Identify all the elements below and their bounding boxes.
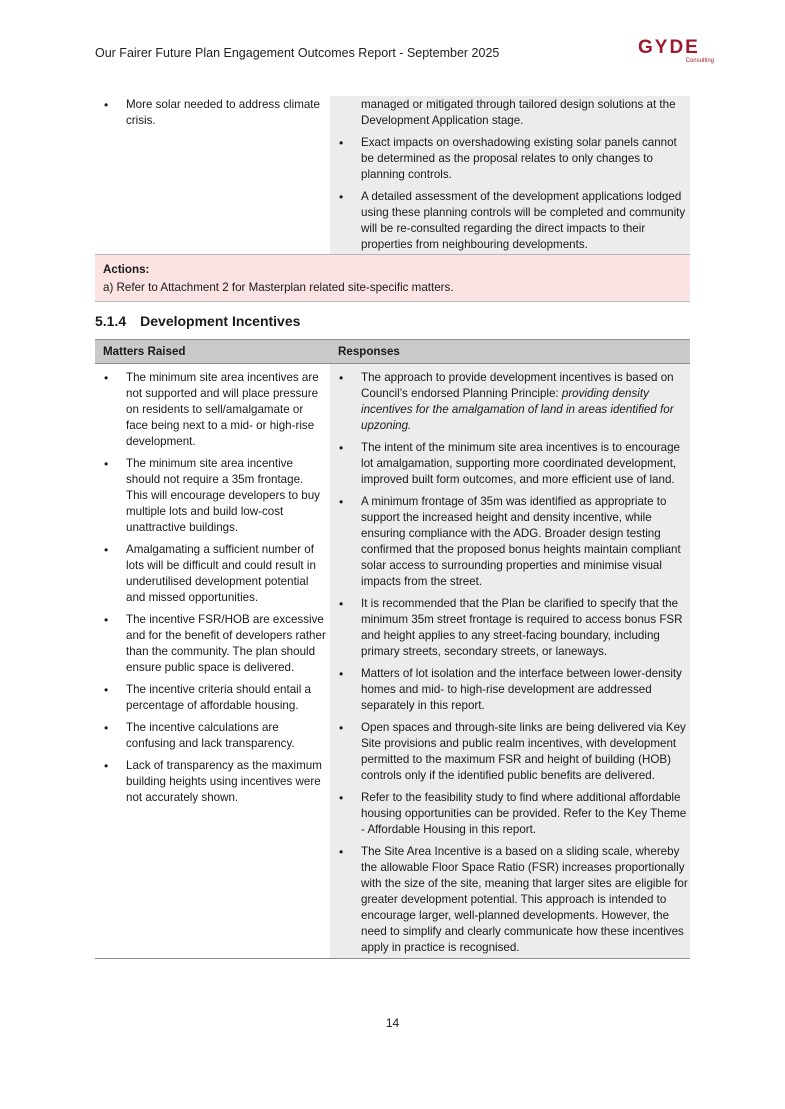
list-item: • The incentive FSR/HOB are excessive and for the benefit of developers rather than the community. The plan should ensure public space is delivered. bbox=[95, 612, 326, 676]
list-item: • The Site Area Incentive is a based on a sliding scale, whereby the allowable Floor Space Ratio (FSR) increases proportionally with the size of the site, meaning that larger sites are eligible for greater development potential. This approach is intended to encourage larger, well-planned developments. However, the need to simplify and clearly communicate how these incentives apply in practice is recognised. bbox=[330, 844, 690, 956]
page-number: 14 bbox=[385, 1016, 400, 1030]
list-item: • More solar needed to address climate crisis. bbox=[95, 97, 326, 129]
list-item: • A detailed assessment of the development applications lodged using these planning controls will be completed and community will be re-consulted regarding the direct impacts to their properties from neighbouring developments. bbox=[330, 189, 690, 253]
actions-box bbox=[95, 254, 690, 302]
table-header bbox=[95, 339, 690, 364]
list-item: • The minimum site area incentive should not require a 35m frontage. This will encourage developers to buy multiple lots and build low-cost unattractive buildings. bbox=[95, 456, 326, 536]
responses-cell bbox=[330, 96, 690, 255]
list-item: • It is recommended that the Plan be clarified to specify that the minimum 35m street frontage is required to access bonus FSR and height applies to any street-facing boundary, including primary streets, secondary streets, or laneways. bbox=[330, 596, 690, 660]
matters-cell bbox=[95, 96, 330, 255]
page-header-title: Our Fairer Future Plan Engagement Outcomes Report - September 2025 bbox=[95, 46, 500, 60]
table-row bbox=[95, 96, 690, 255]
list-item: • Open spaces and through-site links are being delivered via Key Site provisions and public realm incentives, with development permitted to the maximum FSR and height of building (HOB) controls only if the identified public benefits are delivered. bbox=[330, 720, 690, 784]
section-number: 5.1.4 bbox=[95, 313, 127, 329]
continued-table bbox=[95, 96, 690, 255]
list-item: • The minimum site area incentives are not supported and will place pressure on residents to sell/amalgamate or face being next to a mid- or high-rise development. bbox=[95, 370, 326, 450]
list-item: • The incentive criteria should entail a percentage of affordable housing. bbox=[95, 682, 326, 714]
response-lead-text: The approach to provide development incentives is based on Council’s endorsed Planning Principle: bbox=[361, 371, 674, 400]
list-item: • Refer to the feasibility study to find where additional affordable housing opportunities can be provided. Refer to the Key Theme - Affordable Housing in this report. bbox=[330, 790, 690, 838]
header-responses: Responses bbox=[338, 345, 400, 358]
continued-paragraph: managed or mitigated through tailored design solutions at the Development Application stage. bbox=[361, 98, 676, 127]
header-matters-raised: Matters Raised bbox=[103, 345, 186, 358]
list-item: • Matters of lot isolation and the interface between lower-density homes and mid- to high-rise development are addressed separately in this report. bbox=[330, 666, 690, 714]
list-item: • A minimum frontage of 35m was identified as appropriate to support the increased height and density incentive, while ensuring compliance with the ADG. Broader design testing confirmed that the proposed bonus heights maintain compliant solar access to surrounding properties and minimise visual impacts from the street. bbox=[330, 494, 690, 590]
list-item: • Amalgamating a sufficient number of lots will be difficult and could result in underutilised development potential and missed opportunities. bbox=[95, 542, 326, 606]
list-item: • Lack of transparency as the maximum building heights using incentives were not accurately shown. bbox=[95, 758, 326, 806]
table-row bbox=[95, 364, 690, 959]
actions-title: Actions: bbox=[103, 263, 150, 276]
list-item: • The intent of the minimum site area incentives is to encourage lot amalgamation, supporting more coordinated development, improved built form outcomes, and more efficient use of land. bbox=[330, 440, 690, 488]
matters-cell bbox=[95, 364, 330, 958]
list-item bbox=[330, 370, 690, 434]
planning-principle-text: providing density incentives for the amalgamation of land in areas identified for upzoning. bbox=[361, 387, 674, 432]
gyde-logo bbox=[638, 38, 724, 68]
section-title: Development Incentives bbox=[140, 313, 301, 329]
section-heading bbox=[95, 313, 300, 329]
actions-text: a) Refer to Attachment 2 for Masterplan related site-specific matters. bbox=[103, 281, 454, 294]
responses-cell bbox=[330, 364, 690, 958]
list-item: • Exact impacts on overshadowing existing solar panels cannot be determined as the proposal relates to only changes to planning controls. bbox=[330, 135, 690, 183]
logo-wordmark: GYDE bbox=[638, 37, 700, 58]
logo-subtitle: Consulting bbox=[685, 58, 714, 64]
list-item: • The incentive calculations are confusing and lack transparency. bbox=[95, 720, 326, 752]
development-incentives-table bbox=[95, 339, 690, 959]
